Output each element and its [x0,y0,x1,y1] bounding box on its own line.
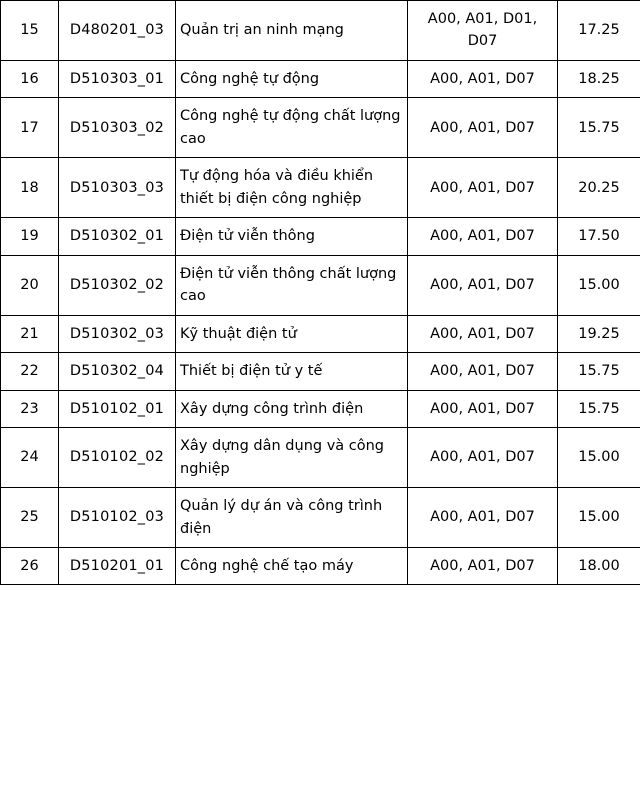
major-name: Xây dựng công trình điện [176,390,408,427]
row-index: 20 [1,255,59,315]
major-name: Kỹ thuật điện tử [176,315,408,352]
major-name: Công nghệ tự động [176,60,408,97]
major-name: Quản lý dự án và công trình điện [176,488,408,548]
subject-combination: A00, A01, D07 [408,353,558,390]
row-index: 25 [1,488,59,548]
benchmark-score: 15.75 [558,390,640,427]
row-index: 26 [1,547,59,584]
benchmark-score: 17.25 [558,1,640,61]
benchmark-score: 18.00 [558,547,640,584]
major-name: Điện tử viễn thông [176,218,408,255]
major-code: D510201_01 [59,547,176,584]
subject-combination: A00, A01, D07 [408,390,558,427]
major-code: D510102_03 [59,488,176,548]
table-row [1,353,640,390]
row-index: 15 [1,1,59,61]
table-row [1,218,640,255]
subject-combination: A00, A01, D07 [408,98,558,158]
row-index: 17 [1,98,59,158]
major-code: D510303_01 [59,60,176,97]
row-index: 22 [1,353,59,390]
row-index: 18 [1,158,59,218]
major-code: D510102_01 [59,390,176,427]
table-row [1,1,640,61]
benchmark-score: 15.00 [558,428,640,488]
benchmark-score: 15.00 [558,488,640,548]
major-code: D510302_04 [59,353,176,390]
table-row [1,488,640,548]
table-row [1,547,640,584]
major-code: D510303_03 [59,158,176,218]
table-row [1,98,640,158]
major-name: Điện tử viễn thông chất lượng cao [176,255,408,315]
table-row [1,315,640,352]
subject-combination: A00, A01, D07 [408,218,558,255]
benchmark-score: 15.75 [558,353,640,390]
subject-combination: A00, A01, D07 [408,547,558,584]
table-body [1,1,640,585]
subject-combination: A00, A01, D07 [408,428,558,488]
row-index: 19 [1,218,59,255]
row-index: 16 [1,60,59,97]
table-row [1,255,640,315]
major-name: Công nghệ tự động chất lượng cao [176,98,408,158]
benchmark-score: 18.25 [558,60,640,97]
major-code: D510302_02 [59,255,176,315]
table-row [1,390,640,427]
row-index: 24 [1,428,59,488]
major-name: Thiết bị điện tử y tế [176,353,408,390]
benchmark-score: 15.75 [558,98,640,158]
major-name: Quản trị an ninh mạng [176,1,408,61]
row-index: 23 [1,390,59,427]
benchmark-score: 20.25 [558,158,640,218]
major-name: Tự động hóa và điều khiển thiết bị điện công nghiệp [176,158,408,218]
major-code: D510102_02 [59,428,176,488]
subject-combination: A00, A01, D01, D07 [408,1,558,61]
subject-combination: A00, A01, D07 [408,158,558,218]
benchmark-score: 15.00 [558,255,640,315]
benchmark-score: 19.25 [558,315,640,352]
major-code: D510302_03 [59,315,176,352]
table-row [1,428,640,488]
major-code: D510303_02 [59,98,176,158]
table-row [1,158,640,218]
subject-combination: A00, A01, D07 [408,315,558,352]
row-index: 21 [1,315,59,352]
major-name: Xây dựng dân dụng và công nghiệp [176,428,408,488]
benchmark-score: 17.50 [558,218,640,255]
major-code: D510302_01 [59,218,176,255]
subject-combination: A00, A01, D07 [408,60,558,97]
table-row [1,60,640,97]
major-code: D480201_03 [59,1,176,61]
subject-combination: A00, A01, D07 [408,255,558,315]
major-name: Công nghệ chế tạo máy [176,547,408,584]
subject-combination: A00, A01, D07 [408,488,558,548]
